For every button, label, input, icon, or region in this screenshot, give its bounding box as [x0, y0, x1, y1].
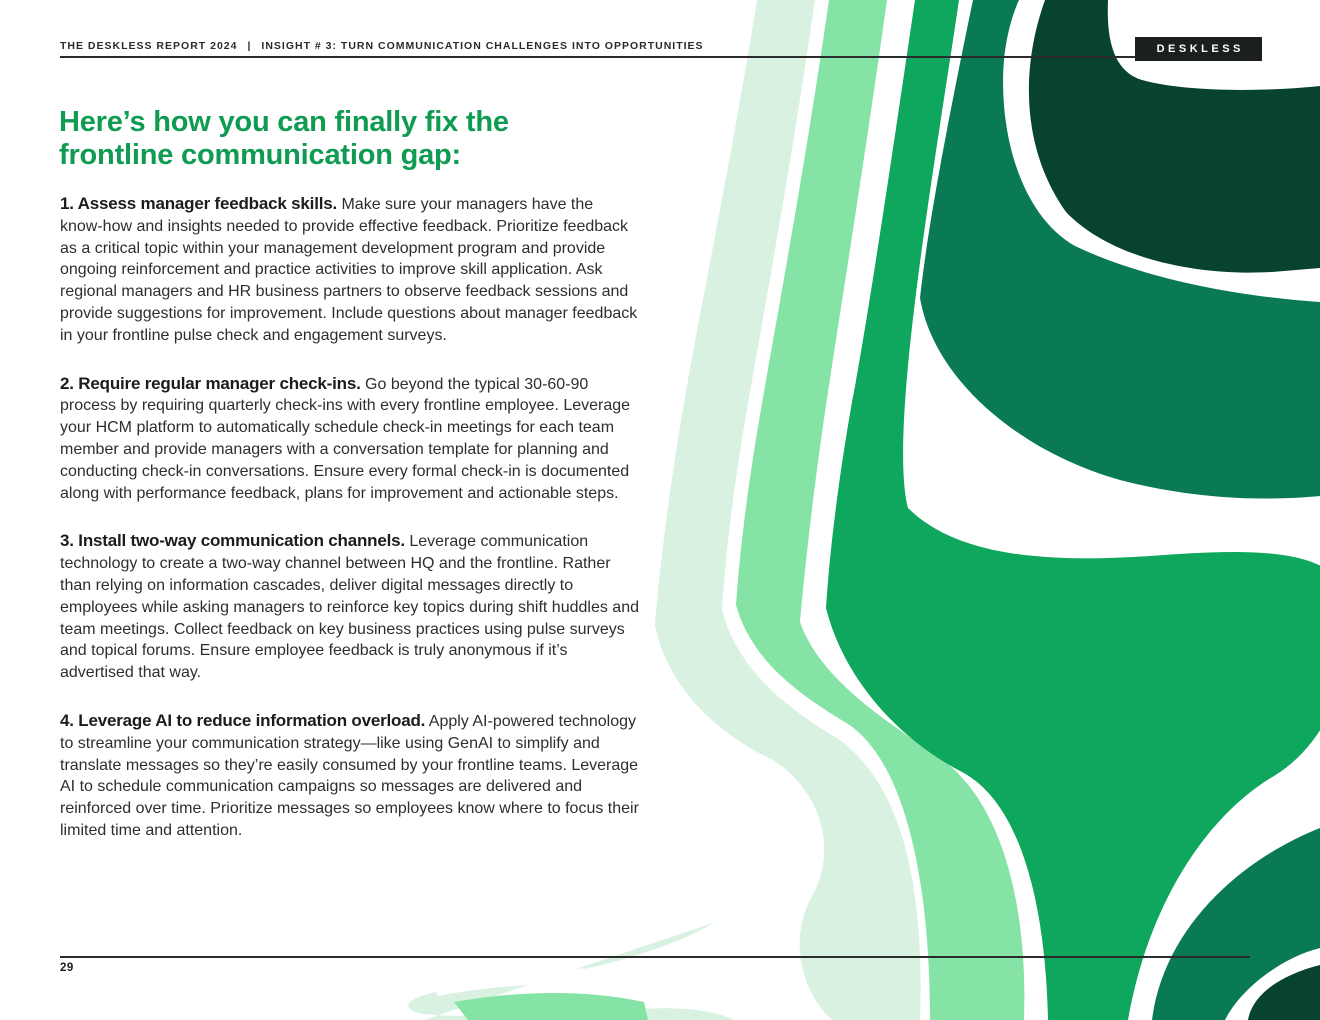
body-copy: [60, 193, 640, 868]
footer-rule: [60, 956, 1250, 958]
paragraph-lead: 2. Require regular manager check-ins.: [60, 373, 361, 393]
page-number: 29: [60, 962, 74, 974]
paragraph-leverage-ai: [60, 710, 640, 842]
paragraph-lead: 3. Install two-way communication channels.: [60, 531, 405, 551]
paragraph-assess-feedback-skills: [60, 193, 640, 347]
page-title-line2: frontline communication gap:: [59, 139, 462, 171]
page-title: [59, 106, 509, 172]
paragraph-body: Make sure your managers have the know-how and insights needed to provide effective feedback. Prioritize feedback as a critical topic within your management development program and provide ongoing reinforcement and practice activities to improve skill application. Ask regional managers and HR business partners to observe feedback sessions and provide suggestions for improvement. Include questions about manager feedback in your frontline pulse check and engagement surveys.: [60, 196, 638, 344]
paragraph-body: Apply AI-powered technology to streamline your communication strategy—like using GenAI to simplify and translate messages so they’re easily consumed by your frontline teams. Leverage AI to schedule communication campaigns so messages are delivered and reinforced over time. Prioritize messages so employees know where to focus their limited time and attention.: [60, 712, 639, 839]
paragraph-two-way-channels: [60, 530, 640, 684]
header-divider: |: [247, 40, 252, 52]
page-title-line1: Here’s how you can finally fix the: [59, 106, 509, 138]
header-rule: [60, 56, 1135, 58]
paragraph-require-checkins: [60, 373, 640, 505]
header-report-title: THE DESKLESS REPORT 2024: [60, 40, 238, 52]
header-breadcrumb: [60, 40, 704, 52]
paragraph-lead: 4. Leverage AI to reduce information overload.: [60, 710, 426, 730]
paragraph-body: Go beyond the typical 30-60-90 process by requiring quarterly check-ins with every frontline employee. Leverage your HCM platform to automatically schedule check-in meetings for each team member and provide managers with a conversation template for planning and conducting check-in conversations. Ensure every formal check-in is documented along with performance feedback, plans for improvement and actionable steps.: [60, 375, 631, 502]
deskless-logo-badge: DESKLESS: [1135, 37, 1262, 61]
paragraph-body: Leverage communication technology to create a two-way channel between HQ and the frontline. Rather than relying on information cascades, deliver digital messages directly to employees while asking managers to reinforce key topics during shift huddles and team meetings. Collect feedback on key business practices using pulse surveys and topical forums. Ensure employee feedback is truly anonymous if it’s advertised that way.: [60, 533, 639, 682]
header-insight-title: INSIGHT # 3: TURN COMMUNICATION CHALLENGES INTO OPPORTUNITIES: [261, 40, 704, 52]
paragraph-lead: 1. Assess manager feedback skills.: [60, 194, 338, 213]
